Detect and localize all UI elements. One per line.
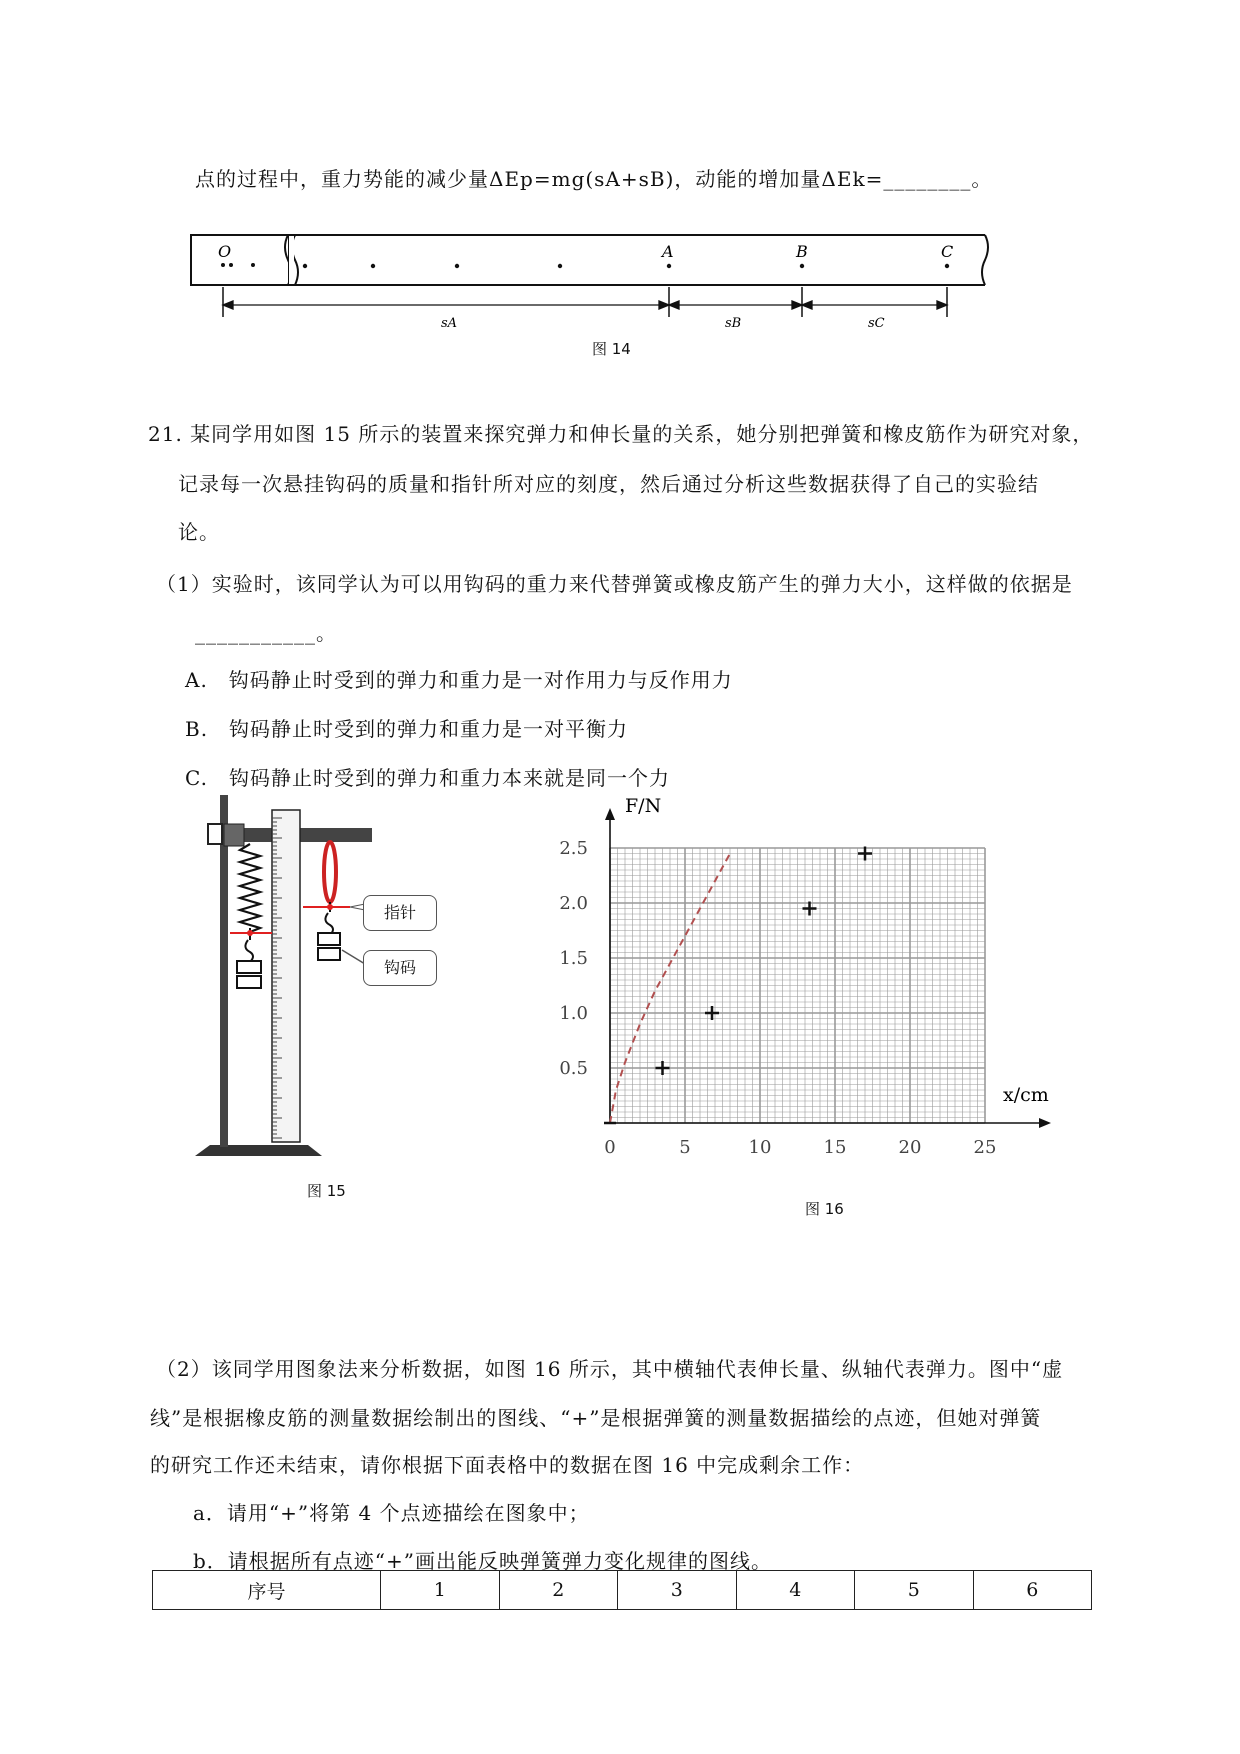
segment-sC: sC (868, 316, 885, 331)
option-b: B. 钩码静止时受到的弹力和重力是一对平衡力 (185, 717, 629, 741)
fig15-caption: 图 15 (307, 1182, 346, 1200)
figure-16-chart (540, 778, 1060, 1158)
q21-part1-line1: （1）实验时，该同学认为可以用钩码的重力来代替弹簧或橡皮筋产生的弹力大小，这样做的依据是 (156, 572, 1073, 596)
figure-14 (185, 225, 1005, 355)
y-tick-label: 1.0 (559, 1003, 588, 1024)
q21-part2-line3: 的研究工作还未结束，请你根据下面表格中的数据在图 16 中完成剩余工作： (150, 1453, 865, 1477)
q21-part2-line1: （2）该同学用图象法来分析数据，如图 16 所示，其中横轴代表伸长量、纵轴代表弹力。图中“虚 (156, 1357, 1064, 1381)
q21-line1: 21. 某同学用如图 15 所示的装置来探究弹力和伸长量的关系，她分别把弹簧和橡皮筋作为研究对象， (148, 422, 1094, 446)
x-tick-label: 15 (823, 1137, 847, 1158)
y-axis-label: F/N (625, 795, 662, 817)
label-pointer: 指针 (363, 895, 437, 931)
data-point-plus (656, 1061, 670, 1075)
x-tick-label: 5 (679, 1137, 691, 1158)
x-tick-label: 10 (748, 1137, 772, 1158)
task-b: b．请根据所有点迹“+”画出能反映弹簧弹力变化规律的图线。 (193, 1549, 773, 1573)
option-a: A. 钩码静止时受到的弹力和重力是一对作用力与反作用力 (185, 668, 733, 692)
q21-part1-blank: ___________。 (195, 621, 337, 645)
table-header-cell: 序号 (153, 1571, 381, 1610)
y-tick-label: 1.5 (559, 948, 588, 969)
question-line: 点的过程中，重力势能的减少量ΔEp=mg(sA+sB)，动能的增加量ΔEk=________。 (195, 167, 993, 191)
table-cell: 1 (381, 1571, 500, 1610)
figure-15-apparatus (190, 780, 490, 1160)
point-C: C (941, 242, 954, 261)
fig14-caption: 图 14 (592, 340, 631, 358)
y-tick-label: 0.5 (559, 1058, 588, 1079)
data-table (152, 1570, 1092, 1610)
x-tick-label: 0 (604, 1137, 616, 1158)
y-tick-label: 2.0 (559, 893, 588, 914)
segment-sA: sA (441, 316, 458, 331)
y-tick-label: 2.5 (559, 838, 588, 859)
data-point-plus (705, 1006, 719, 1020)
label-weight: 钩码 (363, 950, 437, 986)
point-O: O (218, 242, 232, 261)
segment-sB: sB (725, 316, 742, 331)
q21-line3: 论。 (178, 520, 220, 544)
table-cell: 6 (973, 1571, 1092, 1610)
q21-part2-line2: 线”是根据橡皮筋的测量数据绘制出的图线、“+”是根据弹簧的测量数据描绘的点迹，但她对弹簧 (150, 1406, 1042, 1430)
task-a: a．请用“+”将第 4 个点迹描绘在图象中； (193, 1501, 590, 1525)
point-B: B (796, 242, 808, 261)
table-cell: 5 (855, 1571, 974, 1610)
point-A: A (662, 242, 674, 261)
x-axis-label: x/cm (1003, 1084, 1049, 1106)
q21-line2: 记录每一次悬挂钩码的质量和指针所对应的刻度，然后通过分析这些数据获得了自己的实验结 (178, 472, 1039, 496)
fig16-caption: 图 16 (805, 1200, 844, 1218)
table-cell: 4 (736, 1571, 855, 1610)
table-row (153, 1571, 1092, 1610)
x-tick-label: 20 (898, 1137, 922, 1158)
x-tick-label: 25 (973, 1137, 997, 1158)
table-cell: 3 (618, 1571, 737, 1610)
option-c: C. 钩码静止时受到的弹力和重力本来就是同一个力 (185, 766, 670, 790)
table-cell: 2 (499, 1571, 618, 1610)
